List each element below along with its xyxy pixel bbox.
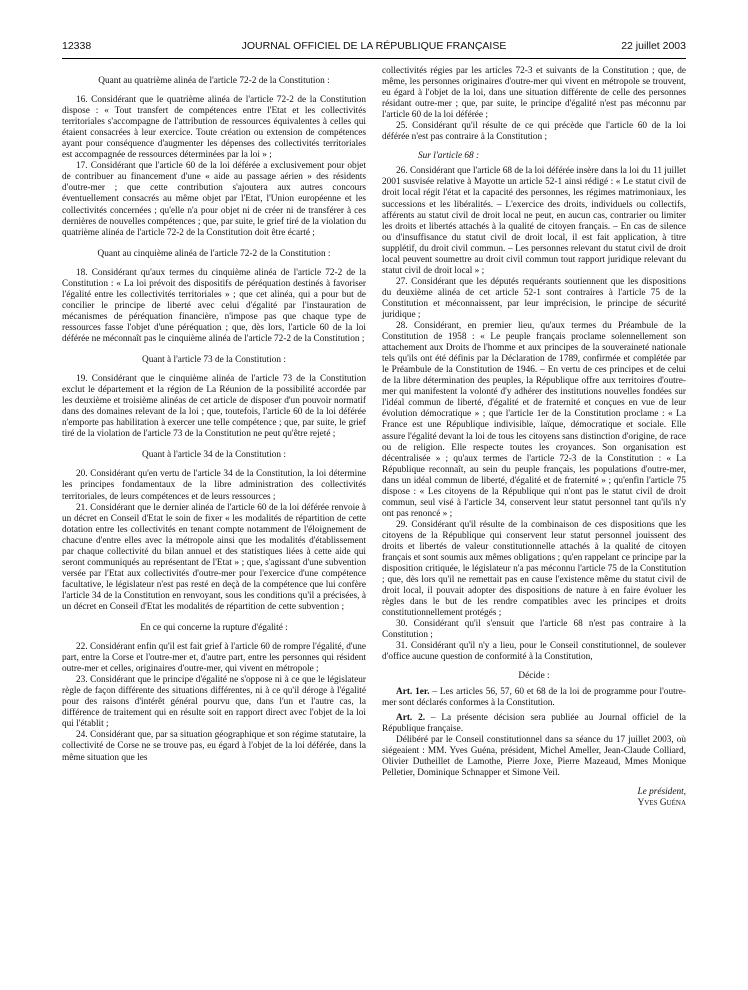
paragraph: 17. Considérant que l'article 60 de la loi déférée a exclusivement pour objet de contribuer au financement d'une « aide au passage aérien » des résidents d'outre-mer ; que cette contribution s'ajoutera aux autres concours éventuellement consacrés au même objet par l'Etat, l'Union européenne et les collectivités concernées ; qu'elle n'a pour objet ni de créer ni de transférer à ces dernières de nouvelles compétences ; que, par suite, le grief tiré de la violation du quatrième alinéa de l'article 72-2 de la Constitution doit être écarté ;	[62, 161, 366, 238]
decision-article	[382, 687, 686, 709]
paragraph: 23. Considérant que le principe d'égalité ne s'oppose ni à ce que le législateur règle de façon différente des situations différentes, ni à ce qu'il déroge à l'égalité pour des raisons d'intérêt général pourvu que, dans l'un et l'autre cas, la différence de traitement qui en résulte soit en rapport direct avec l'objet de la loi qui l'établit ;	[62, 675, 366, 730]
article-label: Art. 1er.	[396, 686, 430, 697]
left-column	[62, 66, 366, 764]
paragraph: Délibéré par le Conseil constitutionnel dans sa séance du 17 juillet 2003, où siégeaient : MM. Yves Guéna, président, Michel Ameller, Jean-Claude Colliard, Olivier Dutheillet de Lamothe, Pierre Joxe, Pierre Mazeaud, Mmes Monique Pelletier, Dominique Schnapper et Simone Veil.	[382, 734, 686, 778]
article-label: Art. 2.	[396, 712, 426, 723]
signature-role: Le président,	[637, 786, 686, 797]
paragraph: 29. Considérant qu'il résulte de la combinaison de ces dispositions que les citoyens de la République qui conservent leur statut personnel jouissent des droits et libertés de valeur constitutionnelle attachés à la qualité de citoyen français et sont soumis aux mêmes obligations ; qu'en rappelant ce principe par la disposition critiquée, le législateur n'a pas méconnu l'article 75 de la Constitution ; que, dès lors qu'il ne remettait pas en cause l'existence même du statut civil de droit local, il pouvait adopter des dispositions de nature à en faire évoluer les règles dans le but de les rendre compatibles avec les principes et droits constitutionnellement protégés ;	[382, 519, 686, 619]
paragraph: 20. Considérant qu'en vertu de l'article 34 de la Constitution, la loi détermine les principes fondamentaux de la libre administration des collectivités territoriales, de leurs compétences et de leurs ressources ;	[62, 469, 366, 502]
paragraph: 31. Considérant qu'il n'y a lieu, pour le Conseil constitutionnel, de soulever d'office aucune question de conformité à la Constitution,	[382, 641, 686, 663]
paragraph: 24. Considérant que, par sa situation géographique et son régime statutaire, la collectivité de Corse ne se trouve pas, eu égard à l'objet de la loi déférée, dans la même situation que les	[62, 730, 366, 763]
signature	[382, 787, 686, 809]
paragraph: 26. Considérant que l'article 68 de la loi déférée insère dans la loi du 11 juillet 2001 susvisée relative à Mayotte un article 52-1 ainsi rédigé : « Le statut civil de droit local régit l'état et la capacité des personnes, les régimes matrimoniaux, les successions et les libéralités. – L'exercice des droits, individuels ou collectifs, afférents au statut civil de droit local ne peut, en aucun cas, contrarier ou limiter les droits et libertés attachés à la qualité de citoyen français. – En cas de silence ou d'insuffisance du statut civil de droit local, il est fait application, à titre supplétif, du droit civil commun. – Les personnes relevant du statut civil de droit local peuvent soumettre au droit civil commun tout rapport juridique relevant du statut civil de droit local » ;	[382, 166, 686, 276]
article-text: – Les articles 56, 57, 60 et 68 de la loi de programme pour l'outre-mer sont déclarés conformes à la Constitution.	[382, 686, 686, 708]
article-text: – La présente décision sera publiée au Journal officiel de la République française.	[382, 712, 686, 734]
section-heading: En ce qui concerne la rupture d'égalité :	[140, 623, 288, 634]
section-heading: Quant à l'article 73 de la Constitution :	[142, 355, 286, 366]
paragraph: 25. Considérant qu'il résulte de ce qui précède que l'article 60 de la loi déférée n'est pas contraire à la Constitution ;	[382, 121, 686, 143]
decision-article	[382, 713, 686, 735]
page-number: 12338	[62, 40, 92, 52]
section-heading: Quant au quatrième alinéa de l'article 72-2 de la Constitution :	[98, 76, 330, 86]
section-heading: Sur l'article 68 :	[418, 151, 480, 162]
paragraph: 18. Considérant qu'aux termes du cinquième alinéa de l'article 72-2 de la Constitution : « La loi prévoit des dispositifs de péréquation destinés à favoriser l'égalité entre les collectivités territoriales » ; que cet alinéa, qui a pour but de concilier le principe de liberté avec celui d'égalité par l'instauration de mécanismes de péréquation financière, n'impose pas que chaque type de ressources fasse l'objet d'une péréquation ; que, dès lors, l'article 60 de la loi déférée ne méconnaît pas le cinquième alinéa de l'article 72-2 de la Constitution ;	[62, 267, 366, 344]
journal-title: JOURNAL OFFICIEL DE LA RÉPUBLIQUE FRANÇAISE	[241, 40, 507, 52]
paragraph: collectivités régies par les articles 72-3 et suivants de la Constitution ; que, de même, les personnes originaires d'outre-mer qui vivent en métropole se trouvent, eu égard à l'objet de la loi, dans une situation différente de celle des personnes résidant outre-mer ; que, par suite, le principe d'égalité n'est pas méconnu par l'article 60 de la loi déférée ;	[382, 66, 686, 121]
paragraph: 19. Considérant que le cinquième alinéa de l'article 73 de la Constitution exclut le département et la région de La Réunion de la possibilité accordée par les deuxième et troisième alinéas de cet article de disposer d'un pouvoir normatif dans des domaines relevant de la loi ; que, toutefois, l'article 60 de la loi déférée n'emporte pas habilitation à exercer une telle compétence ; que, par suite, le grief tiré de la violation de l'article 73 de la Constitution ne peut qu'être rejeté ;	[62, 374, 366, 440]
paragraph: 28. Considérant, en premier lieu, qu'aux termes du Préambule de la Constitution de 1958 : « Le peuple français proclame solennellement son attachement aux Droits de l'homme et aux principes de la souveraineté nationale tels qu'ils ont été définis par la Déclaration de 1789, confirmée et complétée par le Préambule de la Constitution de 1946. – En vertu de ces principes et de celui de la libre détermination des peuples, la République offre aux territoires d'outre-mer qui manifestent la volonté d'y adhérer des institutions nouvelles fondées sur l'idéal commun de liberté, d'égalité et de fraternité et conçues en vue de leur évolution démocratique » ; que l'article 1er de la Constitution proclame : « La France est une République indivisible, laïque, démocratique et sociale. Elle assure l'égalité devant la loi de tous les citoyens sans distinction d'origine, de race ou de religion. Elle respecte toutes les croyances. Son organisation est décentralisée » ; qu'aux termes de l'article 72-3 de la Constitution : « La République reconnaît, au sein du peuple français, les populations d'outre-mer, dans un idéal commun de liberté, d'égalité et de fraternité » ; qu'enfin l'article 75 dispose : « Les citoyens de la République qui n'ont pas le statut civil de droit commun, seul visé à l'article 34, conservent leur statut personnel tant qu'ils n'y ont pas renoncé » ;	[382, 321, 686, 519]
page-header	[62, 40, 686, 56]
publication-date: 22 juillet 2003	[621, 40, 686, 52]
signature-name: Yves Guéna	[637, 797, 686, 808]
paragraph: 22. Considérant enfin qu'il est fait grief à l'article 60 de rompre l'égalité, d'une part, entre la Corse et l'outre-mer et, d'autre part, entre les personnes qui résident outre-mer et celles, originaires d'outre-mer, qui vivent en métropole ;	[62, 642, 366, 675]
decision-heading: Décide :	[518, 671, 550, 682]
header-rule	[62, 58, 686, 59]
section-heading: Quant au cinquième alinéa de l'article 72-2 de la Constitution :	[97, 248, 331, 259]
paragraph: 30. Considérant qu'il s'ensuit que l'article 68 n'est pas contraire à la Constitution ;	[382, 619, 686, 641]
paragraph: 16. Considérant que le quatrième alinéa de l'article 72-2 de la Constitution dispose : « Tout transfert de compétences entre l'Etat et les collectivités territoriales s'accompagne de l'attribution de ressources équivalentes à celles qui étaient consacrées à leur exercice. Toute création ou extension de compétences ayant pour conséquence d'augmenter les dépenses des collectivités territoriales est accompagnée de ressources déterminées par la loi » ;	[62, 95, 366, 161]
paragraph: 27. Considérant que les députés requérants soutiennent que les dispositions du deuxième alinéa de cet article 52-1 sont contraires à l'article 75 de la Constitution et méconnaissent, par leur imprécision, le principe de sécurité juridique ;	[382, 276, 686, 320]
section-heading: Quant à l'article 34 de la Constitution :	[142, 450, 286, 461]
right-column	[382, 66, 686, 809]
paragraph: 21. Considérant que le dernier alinéa de l'article 60 de la loi déférée renvoie à un décret en Conseil d'Etat le soin de fixer « les modalités de répartition de cette dotation entre les collectivités en tenant compte notamment de l'éloignement de chacune d'entre elles avec la métropole ainsi que les modalités d'établissement par chaque collectivité du bilan annuel et des statistiques liées à cette aide qui seront communiqués au représentant de l'Etat » ; que, s'agissant d'une subvention versée par l'Etat aux collectivités d'outre-mer pour l'exercice d'une compétence facultative, le législateur n'est pas resté en deçà de la compétence que lui confère l'article 34 de la Constitution en renvoyant, sous les conditions qu'il a précisées, à un décret en Conseil d'Etat les modalités de répartition de cette subvention ;	[62, 502, 366, 612]
